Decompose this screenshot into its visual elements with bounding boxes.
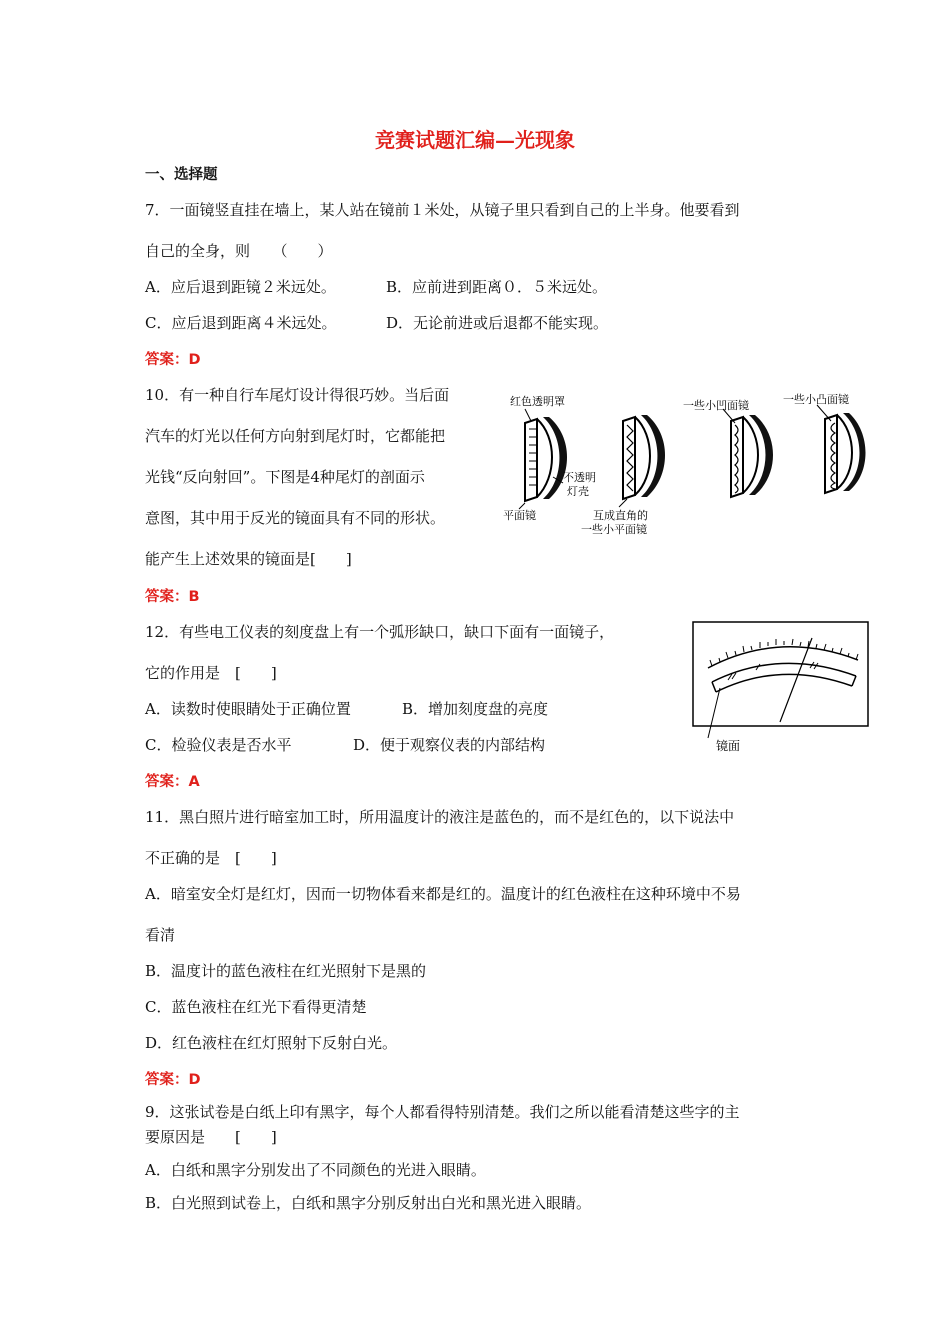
q12-option-a: A．读数时使眼睛处于正确位置 xyxy=(145,700,351,718)
q7-stem-line1: 7．一面镜竖直挂在墙上，某人站在镜前１米处，从镜子里只看到自己的上半身。他要看到 xyxy=(145,201,740,219)
label-shell: 灯壳 xyxy=(567,485,589,498)
q12-stem-line2: 它的作用是 [ ] xyxy=(145,664,277,682)
taillight-concave-mirrors xyxy=(723,409,773,497)
label-mirror: 镜面 xyxy=(716,739,741,753)
section-heading: 一、选择题 xyxy=(145,167,218,183)
label-convex: 一些小凸面镜 xyxy=(783,393,849,406)
q10-stem-line2: 汽车的灯光以任何方向射到尾灯时，它都能把 xyxy=(145,427,446,445)
q7-stem-line2: 自己的全身，则 （ ） xyxy=(145,242,333,260)
q7-option-a: A．应后退到距镜２米远处。 xyxy=(145,278,336,296)
q10-stem-line5: 能产生上述效果的镜面是[ ] xyxy=(145,550,352,568)
q12-option-b: B．增加刻度盘的亮度 xyxy=(402,700,549,718)
label-opaque: 不透明 xyxy=(563,471,596,484)
q10-stem-line4: 意图，其中用于反光的镜面具有不同的形状。 xyxy=(145,509,446,527)
q9-option-a: A．白纸和黑字分别发出了不同颜色的光进入眼睛。 xyxy=(145,1161,486,1179)
q11-option-b: B．温度计的蓝色液柱在红光照射下是黑的 xyxy=(145,962,427,980)
label-red-cover: 红色透明罩 xyxy=(510,395,565,408)
label-plane-mirror: 平面镜 xyxy=(503,509,536,522)
q11-stem-line1: 11．黑白照片进行暗室加工时，所用温度计的液注是蓝色的，而不是红色的，以下说法中 xyxy=(145,808,735,826)
page-title: 竞赛试题汇编—光现象 xyxy=(375,128,575,152)
q11-option-a-line2: 看清 xyxy=(145,926,176,944)
q9-option-b: B．白光照到试卷上，白纸和黑字分别反射出白光和黑光进入眼睛。 xyxy=(145,1194,592,1212)
label-right-angle-1: 互成直角的 xyxy=(593,509,648,522)
q11-option-c: C．蓝色液柱在红光下看得更清楚 xyxy=(145,998,367,1016)
taillight-plane-mirror xyxy=(519,409,567,509)
q11-stem-line2: 不正确的是 [ ] xyxy=(145,849,277,867)
taillight-right-angle-mirrors xyxy=(619,415,665,507)
q11-option-d: D．红色液柱在红灯照射下反射白光。 xyxy=(145,1034,398,1052)
q12-answer: 答案：A xyxy=(145,774,200,790)
q7-answer: 答案：D xyxy=(145,352,201,368)
q9-stem-line1: 9．这张试卷是白纸上印有黑字，每个人都看得特别清楚。我们之所以能看清楚这些字的主 xyxy=(145,1103,740,1121)
q11-option-a-line1: A．暗室安全灯是红灯，因而一切物体看来都是红的。温度计的红色液柱在这种环境中不易 xyxy=(145,885,741,903)
q12-option-c: C．检验仪表是否水平 xyxy=(145,736,292,754)
q7-option-c: C．应后退到距离４米远处。 xyxy=(145,314,337,332)
q10-stem-line1: 10．有一种自行车尾灯设计得很巧妙。当后面 xyxy=(145,386,450,404)
label-concave: 一些小凹面镜 xyxy=(683,399,749,412)
taillight-figure xyxy=(495,385,870,540)
q11-answer: 答案：D xyxy=(145,1072,201,1088)
q10-stem-line3: 光钱“反向射回”。下图是4种尾灯的剖面示 xyxy=(145,468,425,486)
q10-answer: 答案：B xyxy=(145,589,200,605)
q9-stem-line2: 要原因是 [ ] xyxy=(145,1128,277,1146)
meter-figure xyxy=(690,618,872,758)
q12-option-d: D．便于观察仪表的内部结构 xyxy=(353,736,546,754)
q12-stem-line1: 12．有些电工仪表的刻度盘上有一个弧形缺口，缺口下面有一面镜子， xyxy=(145,623,615,641)
label-right-angle-2: 一些小平面镜 xyxy=(581,523,647,536)
q7-option-b: B．应前进到距离０．５米远处。 xyxy=(386,278,608,296)
q7-option-d: D．无论前进或后退都不能实现。 xyxy=(386,314,609,332)
taillight-convex-mirrors xyxy=(817,405,866,493)
